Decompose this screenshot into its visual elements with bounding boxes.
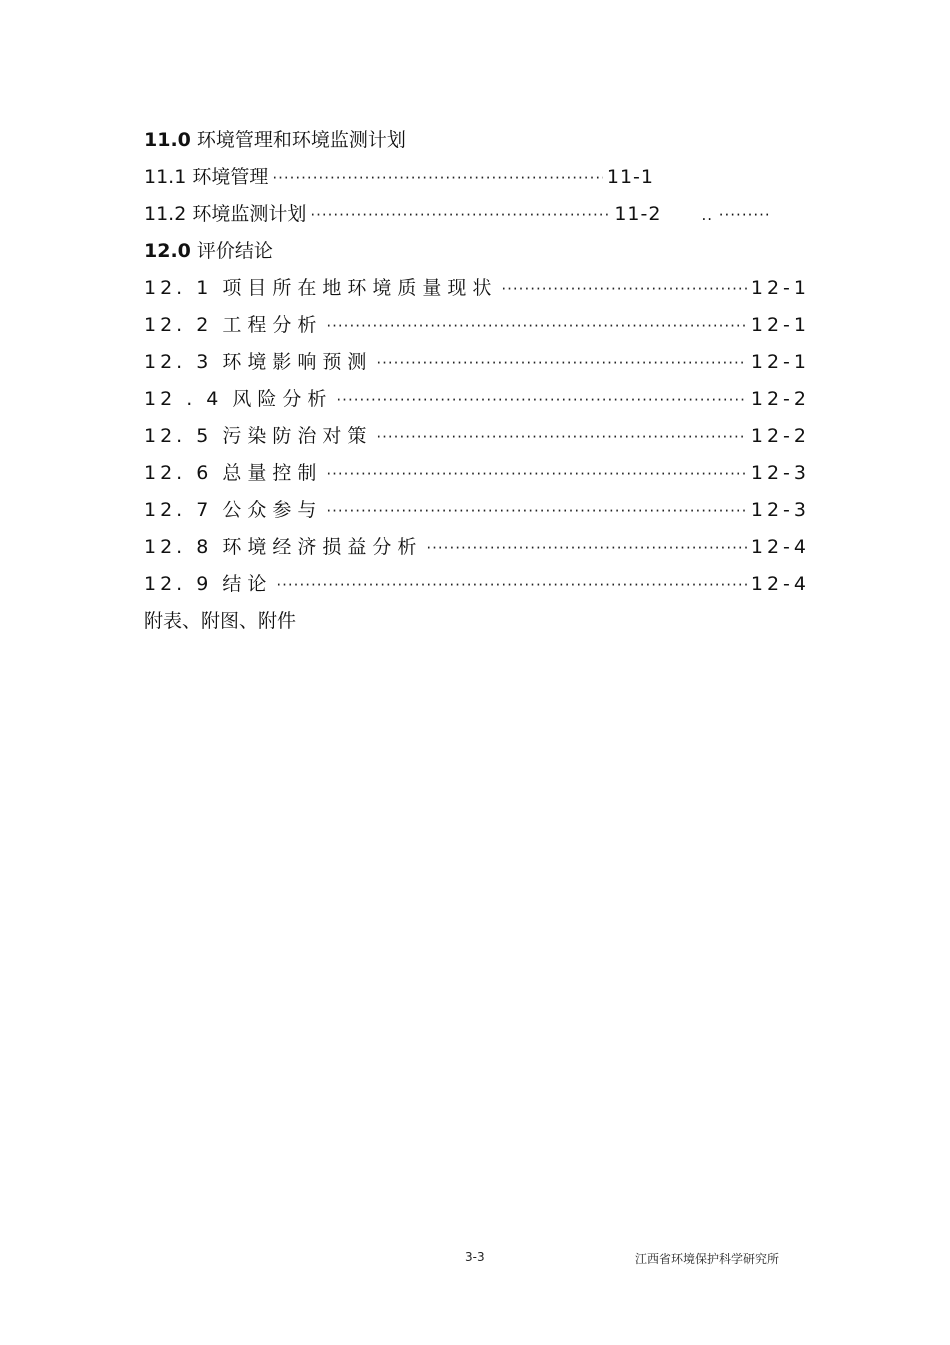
dot-leader xyxy=(376,419,747,456)
toc-trail-dots: .. ········· xyxy=(701,206,771,224)
toc-number: 11.1 xyxy=(144,166,187,188)
toc-number: 12. 9 xyxy=(144,573,213,595)
toc-entry-12-8[interactable] xyxy=(144,529,810,566)
toc-number: 12. 3 xyxy=(144,351,213,373)
toc-title: 环境监测计划 xyxy=(192,203,307,225)
toc-appendix xyxy=(144,603,810,640)
toc-entry-12-7[interactable] xyxy=(144,492,810,529)
dot-leader xyxy=(426,530,747,567)
toc-title: 风险分析 xyxy=(232,388,333,410)
toc-entry-11-1[interactable] xyxy=(144,159,654,196)
toc-title: 工程分析 xyxy=(222,314,323,336)
toc-number: 11.0 xyxy=(144,129,191,151)
toc-number: 12. 7 xyxy=(144,499,213,521)
toc-title: 公众参与 xyxy=(222,499,323,521)
toc-entry-11-2[interactable] xyxy=(144,196,810,233)
toc-number: 12.0 xyxy=(144,240,191,262)
toc-title: 环境管理 xyxy=(192,166,269,188)
toc-number: 11.2 xyxy=(144,203,187,225)
toc-entry-12-5[interactable] xyxy=(144,418,810,455)
toc-entry-12-1[interactable] xyxy=(144,270,810,307)
toc-title: 环境影响预测 xyxy=(222,351,373,373)
dot-leader xyxy=(376,345,747,382)
table-of-contents xyxy=(144,122,810,640)
toc-page: 12-4 xyxy=(750,573,810,595)
toc-title: 污染防治对策 xyxy=(222,425,373,447)
toc-number: 12 . 4 xyxy=(144,388,223,410)
toc-entry-12-3[interactable] xyxy=(144,344,810,381)
toc-page: 12-1 xyxy=(750,277,810,299)
toc-page: 12-1 xyxy=(750,351,810,373)
toc-number: 12. 8 xyxy=(144,536,213,558)
dot-leader xyxy=(326,493,747,530)
toc-heading-12 xyxy=(144,233,810,270)
toc-number: 12. 1 xyxy=(144,277,213,299)
toc-page: 12-2 xyxy=(750,425,810,447)
toc-page: 12-1 xyxy=(750,314,810,336)
toc-heading-11 xyxy=(144,122,810,159)
toc-page: 12-2 xyxy=(750,388,810,410)
dot-leader xyxy=(276,567,747,604)
toc-title: 总量控制 xyxy=(222,462,323,484)
dot-leader xyxy=(310,197,610,234)
toc-entry-12-6[interactable] xyxy=(144,455,810,492)
toc-number: 12. 2 xyxy=(144,314,213,336)
dot-leader xyxy=(326,456,747,493)
toc-page: 12-3 xyxy=(750,462,810,484)
toc-title: 评价结论 xyxy=(196,240,273,262)
footer-page-number: 3-3 xyxy=(465,1250,485,1264)
toc-entry-12-9[interactable] xyxy=(144,566,810,603)
toc-entry-12-2[interactable] xyxy=(144,307,810,344)
appendix-label: 附表、附图、附件 xyxy=(144,610,297,632)
footer-organization: 江西省环境保护科学研究所 xyxy=(635,1252,780,1266)
toc-page: 12-3 xyxy=(750,499,810,521)
toc-page: 11-2 xyxy=(614,203,662,225)
dot-leader xyxy=(501,271,747,308)
toc-number: 12. 5 xyxy=(144,425,213,447)
toc-page: 12-4 xyxy=(750,536,810,558)
dot-leader xyxy=(272,160,603,197)
toc-entry-12-4[interactable] xyxy=(144,381,810,418)
toc-title: 项目所在地环境质量现状 xyxy=(222,277,498,299)
toc-title: 环境管理和环境监测计划 xyxy=(196,129,406,151)
dot-leader xyxy=(326,308,747,345)
dot-leader xyxy=(336,382,746,419)
toc-number: 12. 6 xyxy=(144,462,213,484)
toc-title: 环境经济损益分析 xyxy=(222,536,423,558)
toc-title: 结论 xyxy=(222,573,273,595)
toc-page: 11-1 xyxy=(606,166,654,188)
